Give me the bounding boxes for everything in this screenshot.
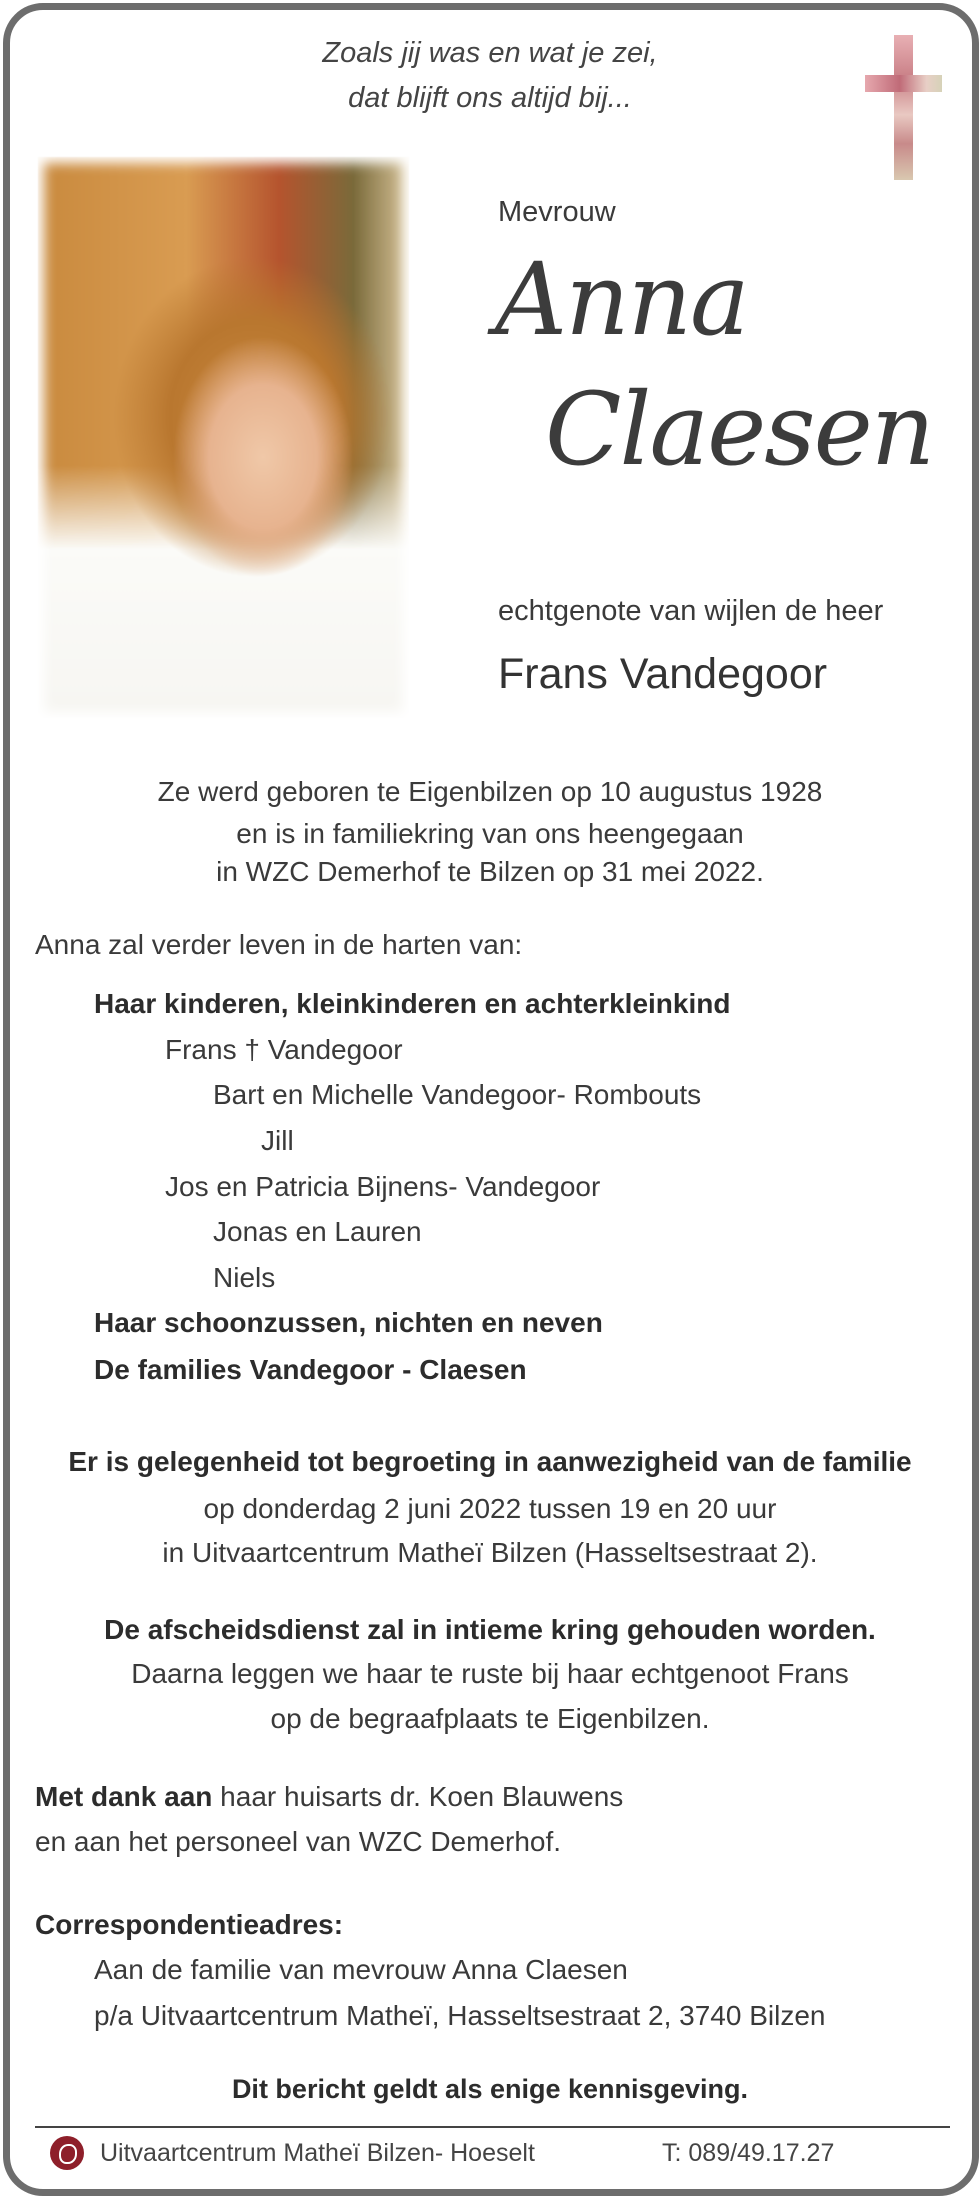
thanks-line [35, 1777, 623, 1817]
family-line: Jos en Patricia Bijnens- Vandegoor [165, 1171, 601, 1202]
family-line: Niels [213, 1262, 276, 1293]
divider [35, 2126, 950, 2128]
family-intro: Anna zal verder leven in de harten van: [35, 929, 523, 960]
family-line: Haar kinderen, kleinkinderen en achterkleinkind [94, 988, 731, 1019]
quote-line: dat blijft ons altijd bij... [348, 82, 632, 114]
visitation-line: Er is gelegenheid tot begroeting in aanwezigheid van de familie [68, 1446, 912, 1477]
footer-phone: T: 089/49.17.27 [662, 2139, 835, 2167]
family-line: Haar schoonzussen, nichten en neven [94, 1307, 603, 1338]
birth-line: en is in familiekring van ons heengegaan [236, 818, 744, 849]
birth-line: in WZC Demerhof te Bilzen op 31 mei 2022. [216, 856, 764, 887]
portrait-photo [38, 157, 409, 718]
quote-line: Zoals jij was en wat je zei, [322, 37, 658, 69]
correspondence-line: p/a Uitvaartcentrum Matheï, Hasseltsestraat 2, 3740 Bilzen [94, 2000, 826, 2031]
correspondence-label: Correspondentieadres: [35, 1909, 344, 1940]
family-line: De families Vandegoor - Claesen [94, 1354, 527, 1385]
visitation-line: op donderdag 2 juni 2022 tussen 19 en 20 uur [203, 1493, 777, 1524]
first-name: Anna [495, 241, 748, 358]
visitation-line: in Uitvaartcentrum Matheï Bilzen (Hasseltsestraat 2). [162, 1537, 818, 1568]
thanks-text: haar huisarts dr. Koen Blauwens [212, 1781, 624, 1812]
notice: Dit bericht geldt als enige kennisgeving. [231, 2074, 749, 2104]
family-line: Jill [261, 1125, 294, 1156]
rose-logo-icon [50, 2136, 84, 2170]
spouse-name: Frans Vandegoor [498, 650, 828, 698]
spouse-intro: echtgenote van wijlen de heer [498, 595, 884, 627]
service-line: Daarna leggen we haar te ruste bij haar echtgenoot Frans [131, 1658, 849, 1689]
thanks-line: en aan het personeel van WZC Demerhof. [35, 1826, 562, 1857]
service-line: De afscheidsdienst zal in intieme kring gehouden worden. [104, 1614, 876, 1645]
service-line: op de begraafplaats te Eigenbilzen. [270, 1703, 710, 1734]
salutation: Mevrouw [498, 196, 616, 228]
family-line: Frans † Vandegoor [165, 1034, 403, 1065]
correspondence-line: Aan de familie van mevrouw Anna Claesen [94, 1954, 628, 1985]
family-line: Jonas en Lauren [213, 1216, 422, 1247]
family-line: Bart en Michelle Vandegoor- Rombouts [213, 1079, 702, 1110]
last-name: Claesen [545, 371, 934, 488]
thanks-label: Met dank aan [35, 1781, 213, 1812]
birth-line: Ze werd geboren te Eigenbilzen op 10 augustus 1928 [157, 776, 823, 807]
footer-company: Uitvaartcentrum Matheï Bilzen- Hoeselt [100, 2139, 535, 2167]
